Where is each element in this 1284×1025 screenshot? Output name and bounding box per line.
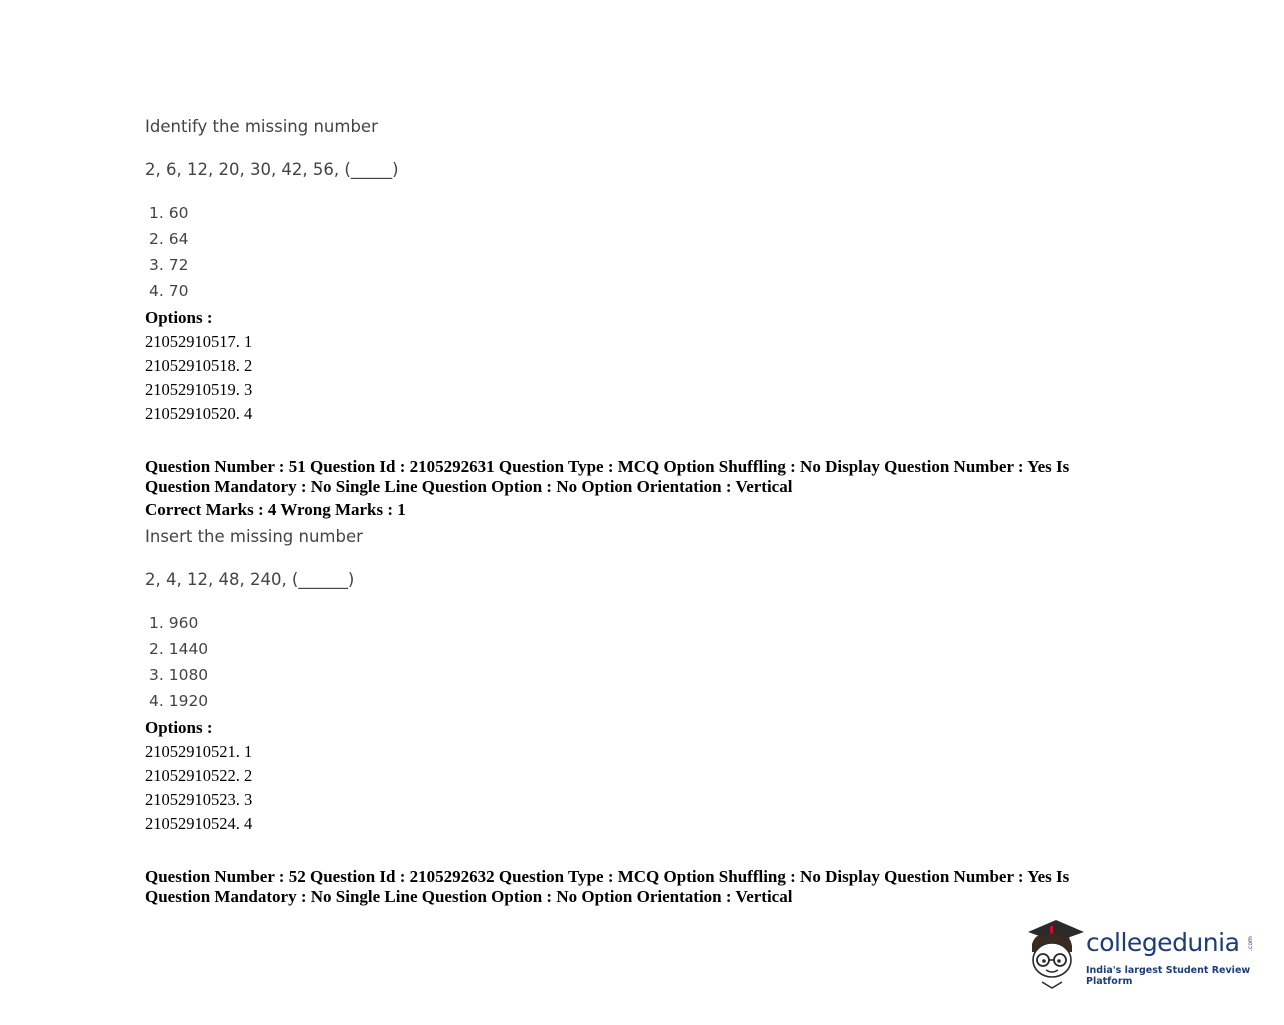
q51-choice-3: 3. 1080 (149, 666, 209, 684)
q50-option-3: 21052910519. 3 (145, 380, 253, 399)
q50-option-4: 21052910520. 4 (145, 404, 253, 423)
q50-option-2: 21052910518. 2 (145, 356, 253, 375)
q51-option-1: 21052910521. 1 (145, 742, 253, 761)
collegedunia-logo (1024, 918, 1264, 990)
q50-prompt: Identify the missing number (145, 117, 378, 136)
q51-options-label: Options : (145, 718, 213, 737)
graduate-mascot-icon (1024, 918, 1086, 990)
q50-choice-1: 1. 60 (149, 204, 189, 222)
q51-meta-line-1: Question Number : 51 Question Id : 2105292631 Question Type : MCQ Option Shuffling : No Display Question Number : Yes Is (145, 457, 1070, 476)
q51-option-3: 21052910523. 3 (145, 790, 253, 809)
q50-choice-2: 2. 64 (149, 230, 189, 248)
q51-option-4: 21052910524. 4 (145, 814, 253, 833)
q50-choice-3: 3. 72 (149, 256, 189, 274)
q51-option-2: 21052910522. 2 (145, 766, 253, 785)
q51-marks: Correct Marks : 4 Wrong Marks : 1 (145, 500, 406, 519)
logo-wordmark: collegedunia (1086, 928, 1240, 957)
q50-series: 2, 6, 12, 20, 30, 42, 56, (_____) (145, 160, 399, 179)
q51-meta-line-2: Question Mandatory : No Single Line Question Option : No Option Orientation : Vertical (145, 477, 793, 496)
logo-domain-suffix: .com (1246, 936, 1254, 951)
q51-choice-2: 2. 1440 (149, 640, 209, 658)
logo-tagline: India's largest Student Review Platform (1086, 965, 1251, 987)
q51-choice-1: 1. 960 (149, 614, 199, 632)
q51-prompt: Insert the missing number (145, 527, 363, 546)
q50-options-label: Options : (145, 308, 213, 327)
q50-choice-4: 4. 70 (149, 282, 189, 300)
q52-meta-line-2: Question Mandatory : No Single Line Question Option : No Option Orientation : Vertical (145, 887, 793, 906)
q50-option-1: 21052910517. 1 (145, 332, 253, 351)
q51-choice-4: 4. 1920 (149, 692, 209, 710)
q51-series: 2, 4, 12, 48, 240, (______) (145, 570, 355, 589)
q52-meta-line-1: Question Number : 52 Question Id : 2105292632 Question Type : MCQ Option Shuffling : No Display Question Number : Yes Is (145, 867, 1070, 886)
